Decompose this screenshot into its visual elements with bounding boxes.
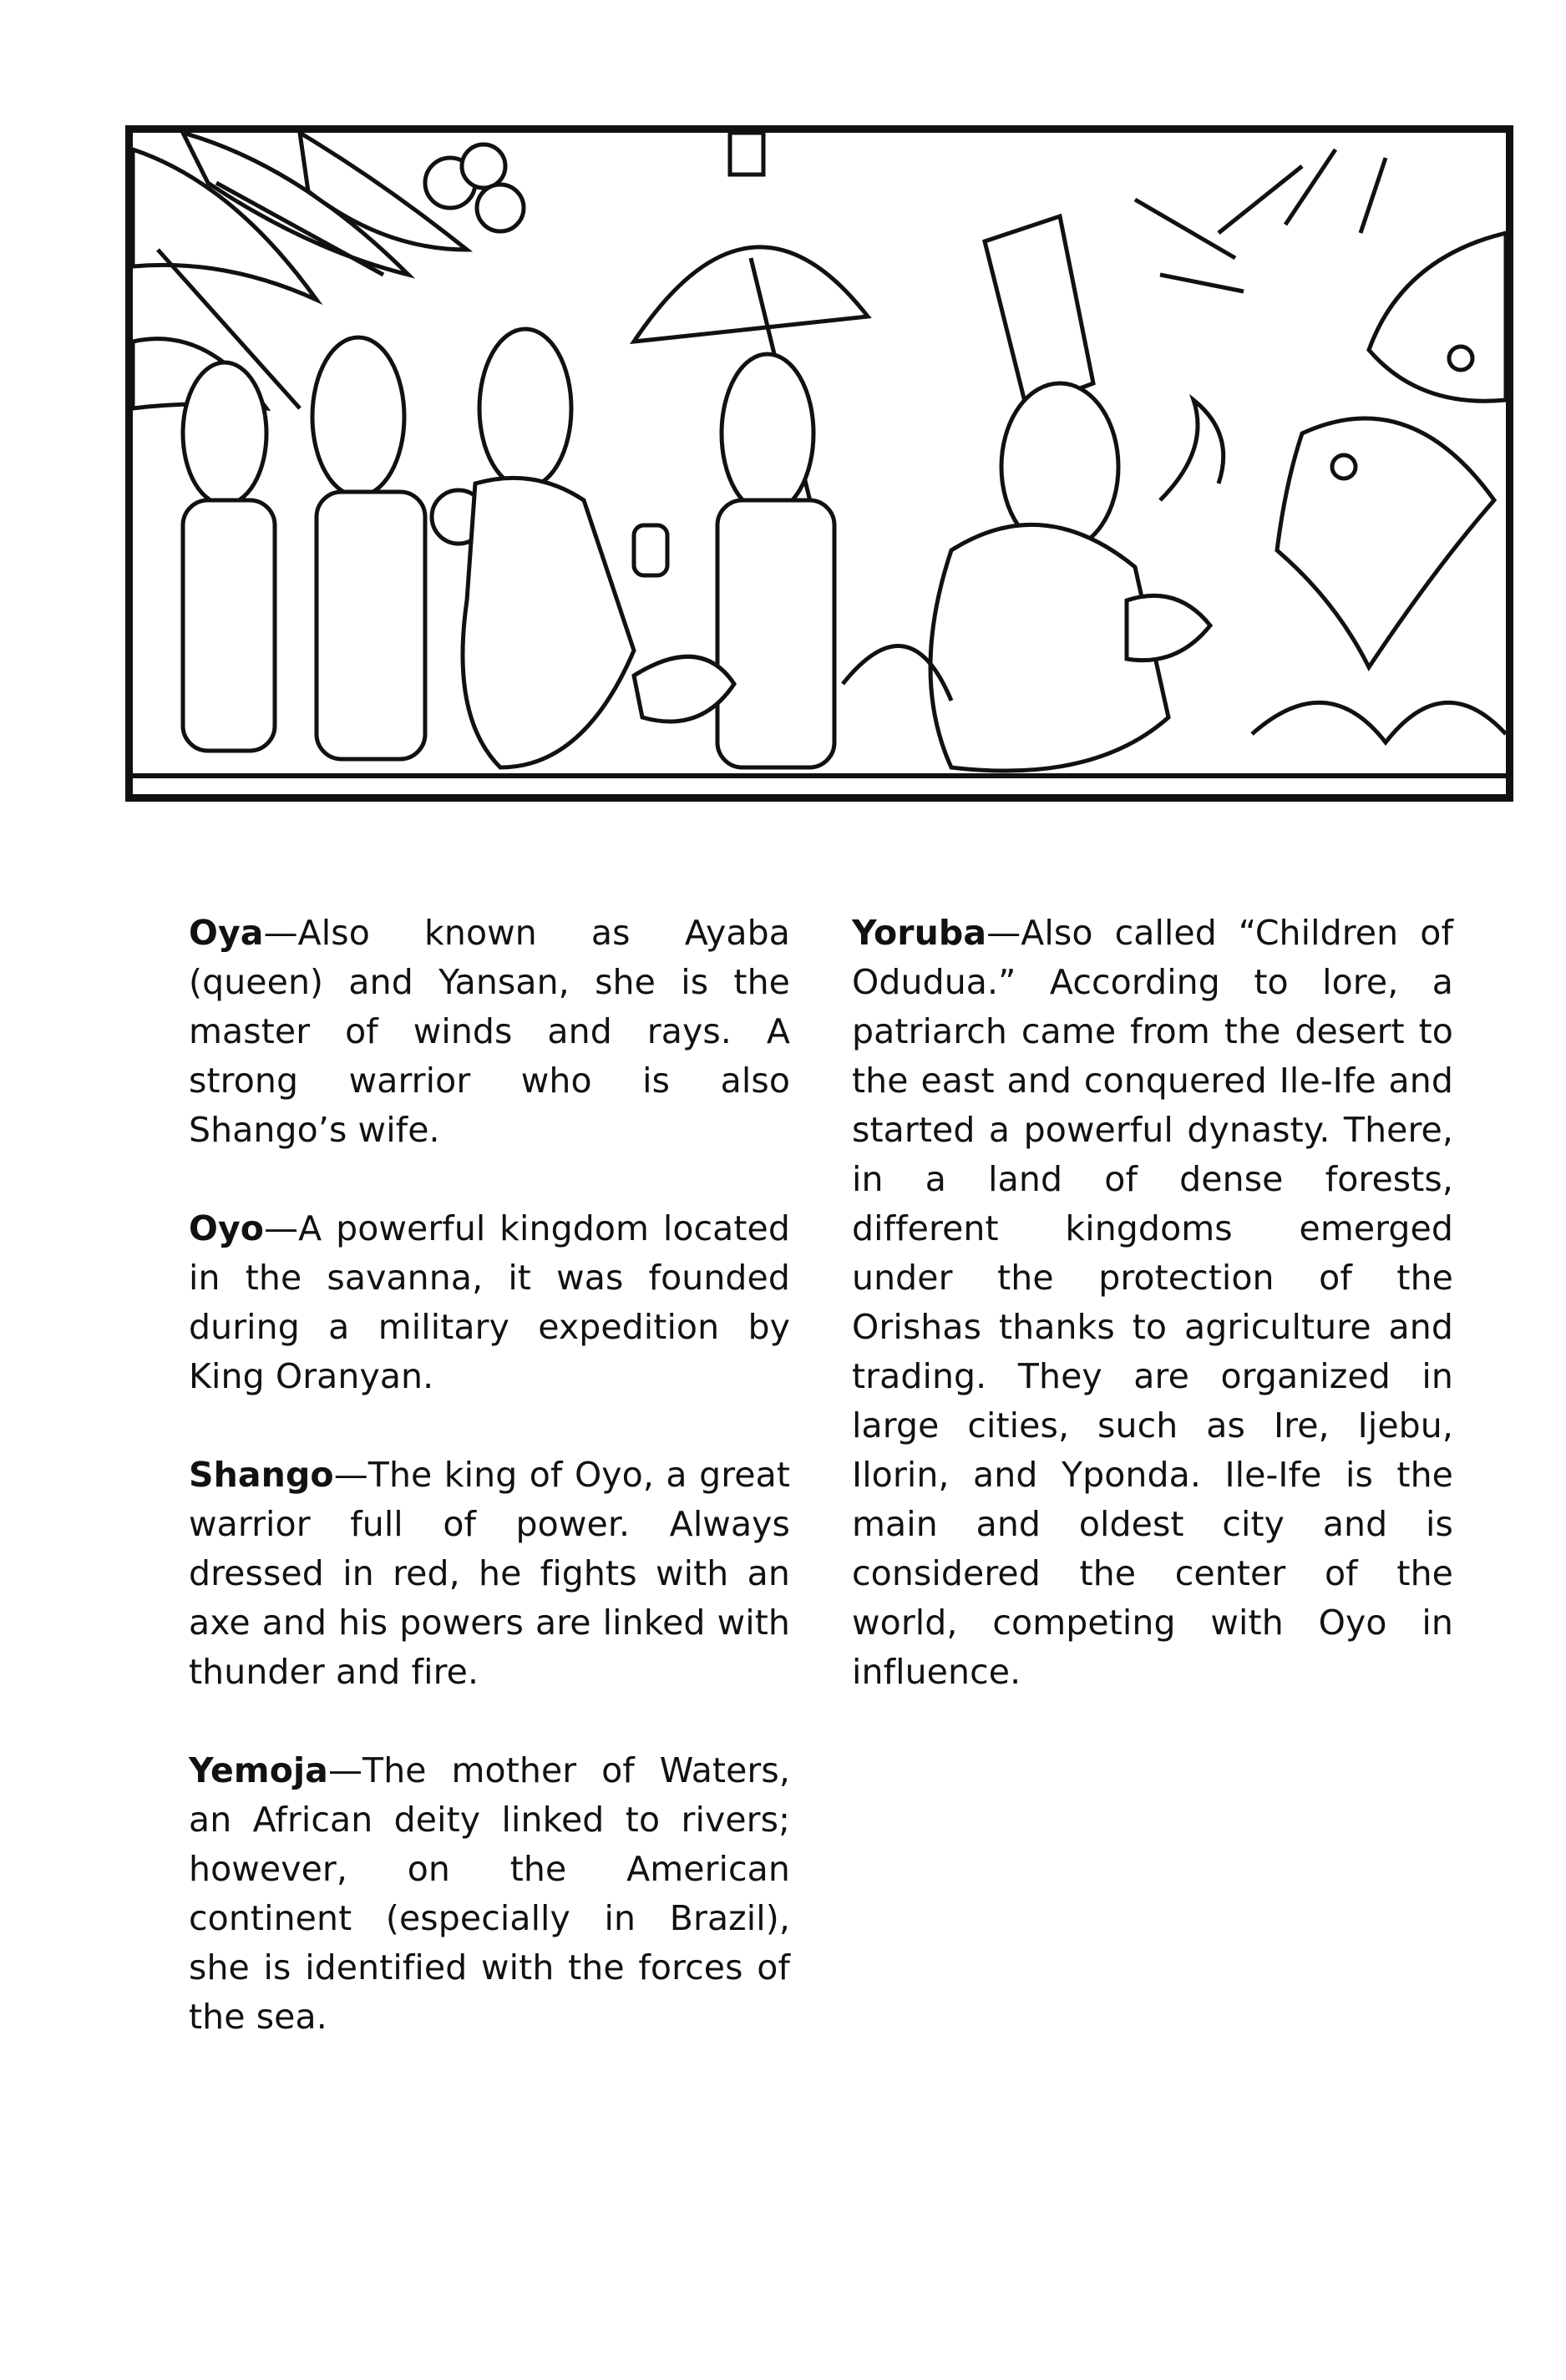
glossary-term: Shango <box>189 1455 334 1495</box>
glossary-definition: —The mother of Waters, an African deity linked to rivers; however, on the American continent (especially in Brazil), she is identified with the forces of the sea. <box>189 1750 790 2037</box>
glossary-term: Yoruba <box>852 913 987 953</box>
procession-illustration <box>125 125 1513 802</box>
glossary-entry-shango <box>189 1451 790 1697</box>
yoruba-procession-illustration-icon <box>133 133 1506 794</box>
glossary-term: Yemoja <box>189 1750 328 1790</box>
glossary-definition: —A powerful kingdom located in the savanna, it was founded during a military expedition by King Oranyan. <box>189 1208 790 1396</box>
glossary-term: Oya <box>189 913 264 953</box>
glossary-definition: —Also called “Children of Odudua.” According to lore, a patriarch came from the desert to the east and conquered Ile-Ife and started a powerful dynasty. There, in a land of dense forests, different kingdoms emerged under the protection of the Orishas thanks to agriculture and trading. They are organized in large cities, such as Ire, Ijebu, Ilorin, and Yponda. Ile-Ife is the main and oldest city and is considered the center of the world, competing with Oyo in influence. <box>852 913 1453 1692</box>
glossary-definition: —The king of Oyo, a great warrior full of power. Always dressed in red, he fights with an axe and his powers are linked with thunder and fire. <box>189 1455 790 1692</box>
glossary-entry-yemoja <box>189 1746 790 2042</box>
glossary-left-column <box>189 909 790 2091</box>
glossary-term: Oyo <box>189 1208 265 1248</box>
glossary-entry-oya <box>189 909 790 1155</box>
glossary-right-column <box>852 909 1453 1746</box>
glossary-entry-yoruba <box>852 909 1453 1697</box>
glossary-definition: —Also known as Ayaba (queen) and Yansan, she is the master of winds and rays. A strong warrior who is also Shango’s wife. <box>189 913 790 1150</box>
glossary-entry-oyo <box>189 1204 790 1401</box>
